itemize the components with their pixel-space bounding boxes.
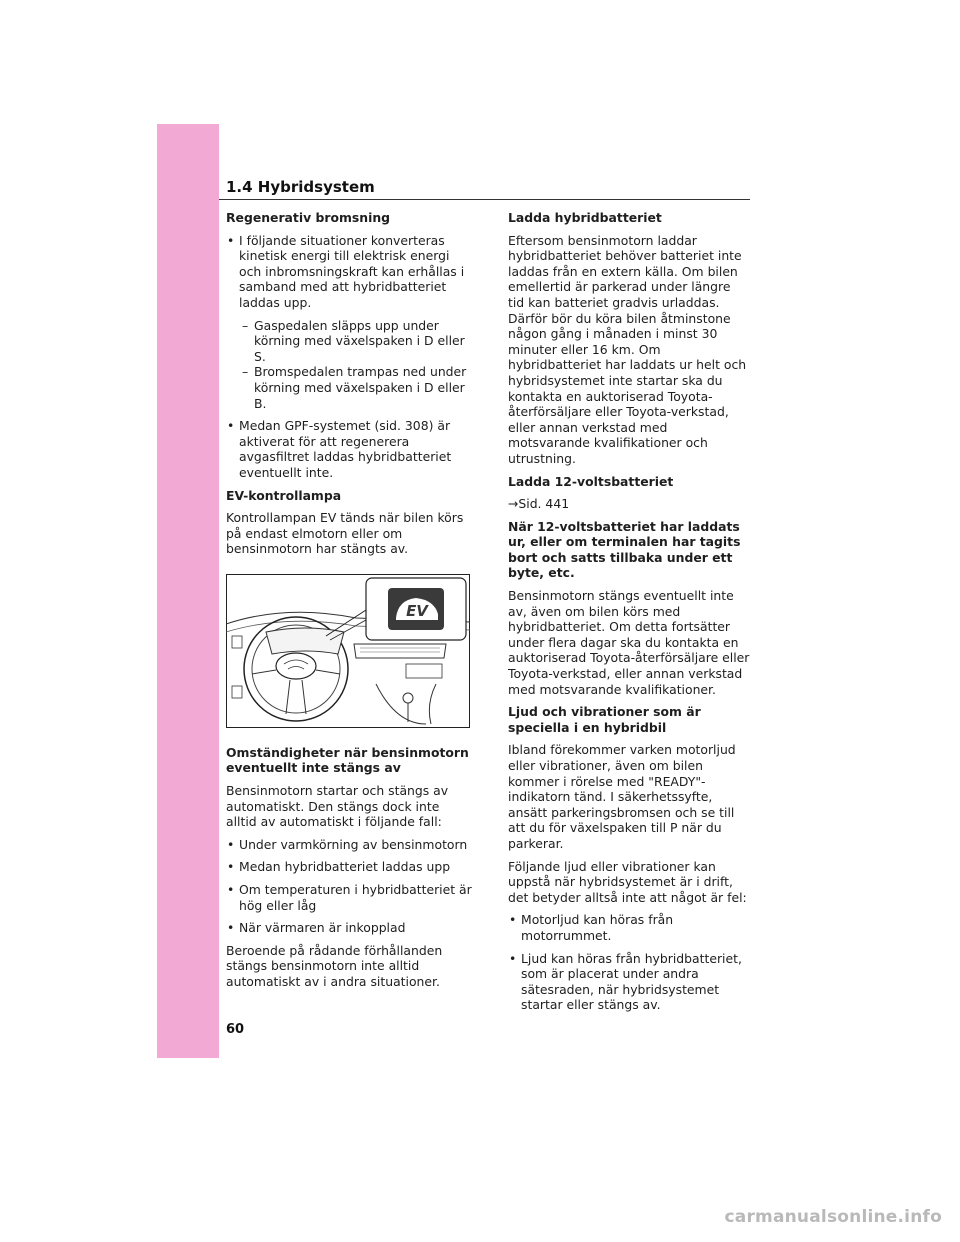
paragraph: Eftersom bensinmotorn laddar hybridbatteriet behöver batteriet inte laddas från en extern källa. Om bilen emellertid är parkerad under längre tid kan batteriet gradvis urladdas. Därför bör du köra bilen åtminstone någon gång i månaden i minst 30 minuter eller 16 km. Om hybridbatteriet har laddats ur helt och hybridsystemet inte startar ska du kontakta en auktoriserad Toyota-återförsäljare eller Toyota-verkstad, eller annan verkstad med motsvarande kvalifikationer och utrustning.: [508, 232, 747, 466]
ev-indicator-label: EV: [406, 601, 428, 620]
dashboard-drawing: [226, 574, 470, 728]
section-title-rule: [219, 199, 750, 200]
watermark: carmanualsonline.info: [724, 1207, 942, 1227]
heading-regenerative-braking: Regenerativ bromsning: [226, 210, 391, 225]
heading-12v-discharged: När 12-voltsbatteriet har laddats ur, eller om terminalen har tagits bort och satts tillbaka under ett byte, etc.: [508, 518, 741, 581]
heading-ev-indicator: EV-kontrollampa: [226, 487, 342, 503]
dashboard-illustration: [226, 574, 470, 728]
heading-engine-not-stopping: Omständigheter när bensinmotorn eventuellt inte stängs av: [226, 744, 469, 776]
bullet-item: • Medan GPF-systemet (sid. 308) är aktiverat för att regenerera avgasfiltret laddas hybridbatteriet eventuellt inte.: [226, 418, 472, 480]
paragraph: Beroende på rådande förhållanden stängs bensinmotorn inte alltid automatiskt av i andra situationer.: [226, 942, 443, 989]
section-title: 1.4 Hybridsystem: [226, 178, 375, 196]
sub-item: – Gaspedalen släpps upp under körning med växelspaken i D eller S.: [226, 318, 472, 365]
heading-hybrid-sounds: Ljud och vibrationer som är speciella i en hybridbil: [508, 704, 701, 735]
left-column: [226, 210, 472, 997]
page-number-tab: [157, 1010, 219, 1058]
sub-item: – Bromspedalen trampas ned under körning med växelspaken i D eller B.: [226, 364, 472, 411]
bullet-item: • I följande situationer konverteras kinetisk energi till elektrisk energi och inbromsningskraft kan erhållas i samband med att hybridbatteriet laddas upp.: [226, 233, 472, 311]
bullet-item: • Ljud kan höras från hybridbatteriet, som är placerat under andra sätesraden, när hybridsystemet startar eller stängs av.: [508, 951, 750, 1013]
sub-list: [226, 318, 472, 412]
bullet-item: • Motorljud kan höras från motorrummet.: [508, 912, 750, 943]
bullet-item: • När värmaren är inkopplad: [226, 920, 472, 936]
paragraph: Kontrollampan EV tänds när bilen körs på endast elmotorn eller om bensinmotorn har stängts av.: [226, 510, 464, 557]
paragraph: Bensinmotorn stängs eventuellt inte av, även om bilen körs med hybridbatteriet. Om detta fortsätter under flera dagar ska du kontakta en auktoriserad Toyota-återförsäljare eller Toyota-verkstad, eller annan verkstad med motsvarande kvalifikationer.: [508, 588, 750, 697]
page-reference-link[interactable]: →Sid. 441: [508, 496, 570, 512]
heading-charge-hybrid-battery: Ladda hybridbatteriet: [508, 210, 662, 225]
page-number: 60: [226, 1022, 245, 1037]
bullet-item: • Om temperaturen i hybridbatteriet är hög eller låg: [226, 882, 472, 913]
chapter-side-tab: [157, 124, 219, 1058]
bullet-item: • Under varmkörning av bensinmotorn: [226, 837, 472, 853]
bullet-item: • Medan hybridbatteriet laddas upp: [226, 859, 472, 875]
paragraph: Följande ljud eller vibrationer kan uppstå när hybridsystemet är i drift, det betyder alltså inte att något är fel:: [508, 858, 747, 905]
paragraph: Ibland förekommer varken motorljud eller vibrationer, även om bilen kommer i rörelse med "READY"-indikatorn tänd. I säkerhetssyfte, ansätt parkeringsbromsen och se till att du för växelspaken till P när du parkerar.: [508, 742, 736, 851]
right-column: [508, 210, 750, 1020]
heading-charge-12v-battery: Ladda 12-voltsbatteriet: [508, 473, 674, 489]
paragraph: Bensinmotorn startar och stängs av automatiskt. Den stängs dock inte alltid av automatiskt i följande fall:: [226, 783, 449, 830]
